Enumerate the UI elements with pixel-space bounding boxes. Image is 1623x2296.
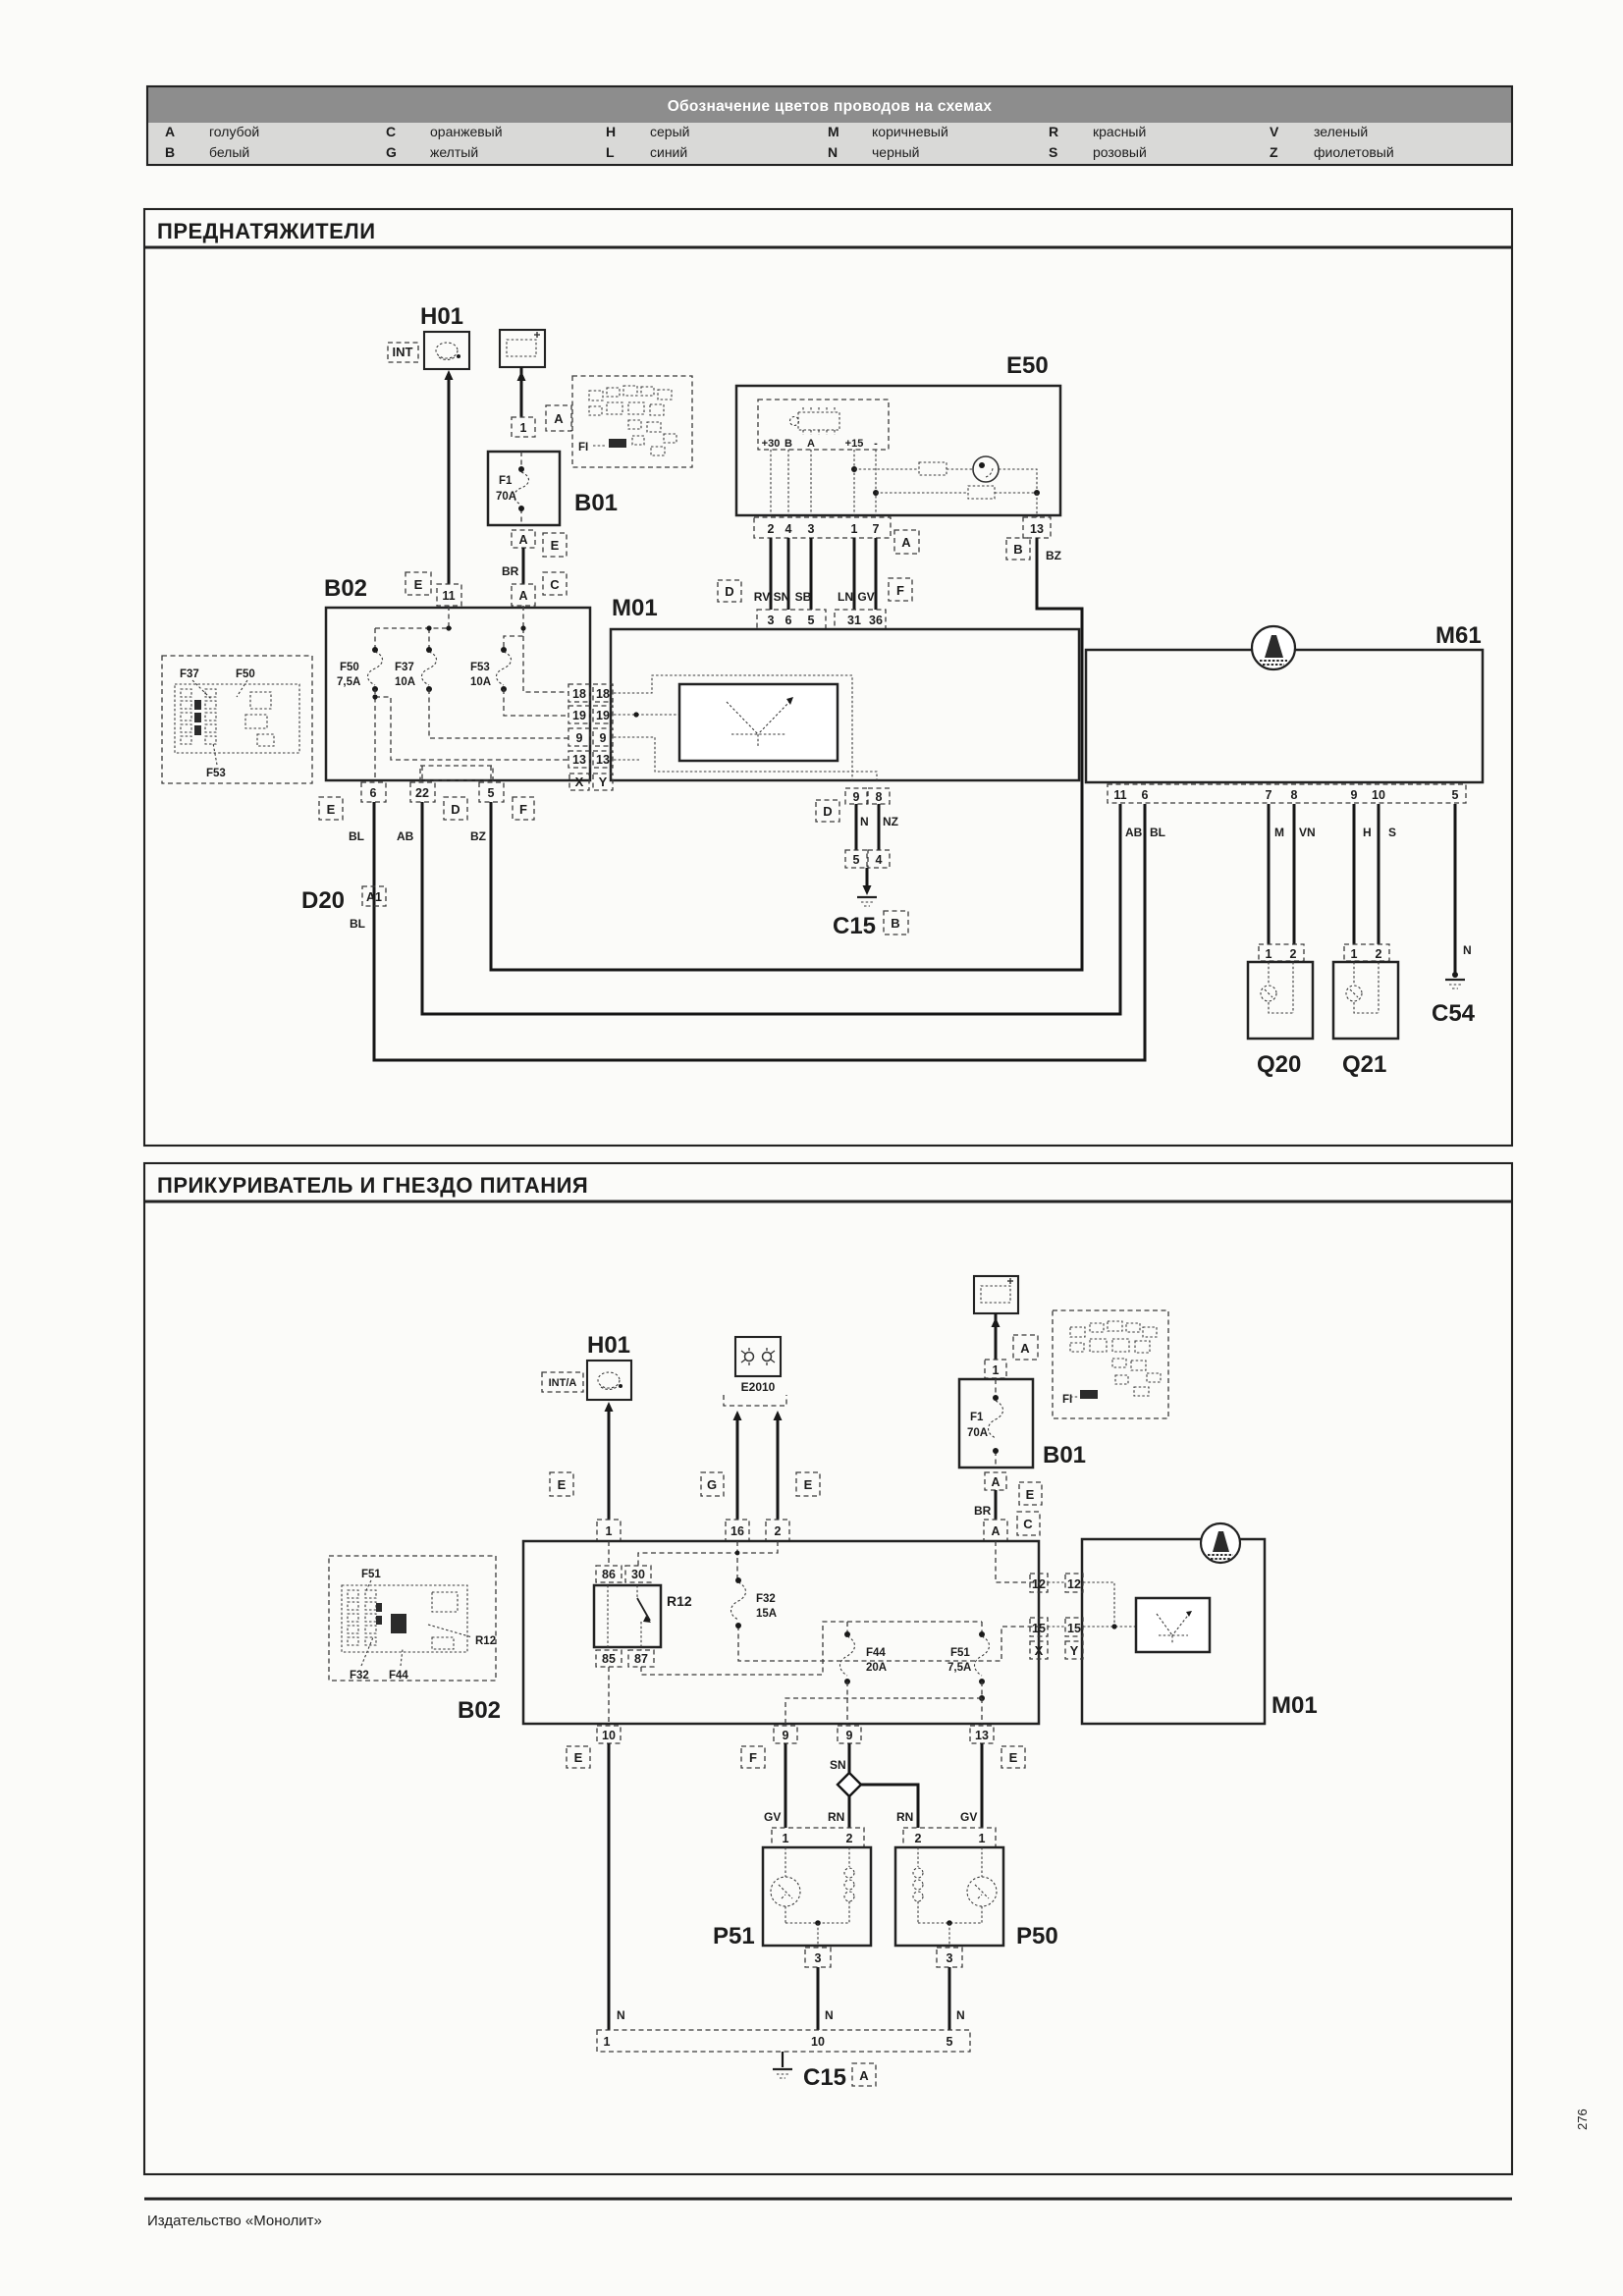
svg-text:12: 12 bbox=[1032, 1577, 1046, 1591]
svg-text:F32: F32 bbox=[756, 1593, 776, 1605]
highlighted-fuse bbox=[609, 439, 626, 448]
f1-label: F1 bbox=[499, 475, 513, 487]
fi-label: FI bbox=[1062, 1394, 1073, 1406]
svg-text:1: 1 bbox=[782, 1832, 789, 1845]
wire-rn-label: RN bbox=[828, 1810, 845, 1824]
b02-label: B02 bbox=[458, 1697, 502, 1724]
b02-component bbox=[319, 572, 590, 843]
wire-rv-label: RV bbox=[753, 590, 771, 604]
svg-text:15: 15 bbox=[1067, 1622, 1081, 1635]
pin-5: 5 bbox=[487, 786, 495, 800]
panel2-title: ПРИКУРИВАТЕЛЬ И ГНЕЗДО ПИТАНИЯ bbox=[157, 1173, 589, 1198]
battery-icon bbox=[507, 332, 540, 356]
b02-component bbox=[458, 1541, 1041, 1772]
battery-component bbox=[500, 330, 571, 437]
fuse-symbol bbox=[989, 1401, 1003, 1438]
pin-2: 2 bbox=[767, 522, 775, 536]
fi-label: FI bbox=[578, 442, 589, 454]
svg-text:F44: F44 bbox=[866, 1647, 886, 1659]
svg-text:87: 87 bbox=[634, 1652, 648, 1666]
highlighted-relay bbox=[391, 1614, 406, 1633]
svg-text:13: 13 bbox=[572, 753, 586, 767]
wire-n-label: N bbox=[860, 815, 869, 828]
pin-1: 1 bbox=[850, 522, 858, 536]
h01-component bbox=[542, 1332, 631, 1541]
p50-component bbox=[895, 1828, 1058, 2030]
wire-sn-label: SN bbox=[830, 1758, 846, 1772]
connector-f-label: F bbox=[519, 802, 527, 817]
svg-text:1: 1 bbox=[978, 1832, 986, 1845]
inset-r12-label: R12 bbox=[475, 1635, 497, 1647]
b02-label: B02 bbox=[324, 575, 368, 602]
svg-text:20A: 20A bbox=[866, 1662, 888, 1674]
wire-ln-label: LN bbox=[838, 590, 853, 604]
m01-label: M01 bbox=[612, 595, 658, 621]
p51-component bbox=[713, 1828, 871, 2030]
legend-code: S bbox=[1049, 144, 1058, 160]
svg-text:18: 18 bbox=[572, 687, 586, 701]
inset-f44-label: F44 bbox=[389, 1670, 408, 1682]
h01-label: H01 bbox=[420, 303, 464, 330]
b01-component bbox=[488, 452, 618, 595]
svg-text:7: 7 bbox=[1265, 788, 1272, 802]
h01-label: H01 bbox=[587, 1332, 631, 1359]
h01-component bbox=[388, 303, 469, 584]
svg-text:10: 10 bbox=[602, 1729, 616, 1742]
svg-text:2: 2 bbox=[1289, 947, 1297, 961]
lighter-socket-diagram bbox=[144, 1163, 1512, 2174]
svg-text:7,5A: 7,5A bbox=[337, 676, 361, 688]
svg-text:8: 8 bbox=[875, 790, 883, 804]
svg-text:2: 2 bbox=[914, 1832, 922, 1845]
e50-pin-30: +30 bbox=[761, 438, 781, 450]
connector-f-label: F bbox=[749, 1750, 757, 1765]
inset-f53-label: F53 bbox=[206, 768, 226, 779]
svg-text:2: 2 bbox=[774, 1524, 782, 1538]
svg-text:2: 2 bbox=[845, 1832, 853, 1845]
svg-text:11: 11 bbox=[1113, 788, 1127, 802]
b01-label: B01 bbox=[1043, 1442, 1087, 1468]
c15-label: C15 bbox=[803, 2064, 847, 2091]
svg-text:19: 19 bbox=[572, 709, 586, 722]
wire-bz-label: BZ bbox=[1046, 549, 1061, 562]
f1-rating: 70A bbox=[967, 1427, 989, 1439]
svg-text:F37: F37 bbox=[395, 662, 414, 673]
svg-text:85: 85 bbox=[602, 1652, 616, 1666]
svg-text:86: 86 bbox=[602, 1568, 616, 1581]
p50-label: P50 bbox=[1016, 1923, 1058, 1949]
connector-g-label: G bbox=[706, 1477, 718, 1492]
airbag-warning-icon bbox=[973, 456, 999, 482]
fuse-f44 bbox=[840, 1631, 888, 1684]
legend-name: черный bbox=[872, 144, 920, 160]
svg-text:10: 10 bbox=[1372, 788, 1385, 802]
e50-label: E50 bbox=[1006, 352, 1049, 379]
lighter-icon bbox=[771, 1847, 854, 1948]
arrow-up-icon bbox=[992, 1317, 1001, 1327]
m01-label: M01 bbox=[1271, 1692, 1318, 1719]
connector-x-label: X bbox=[574, 774, 584, 789]
warning-lamp-icon bbox=[598, 1372, 622, 1390]
legend-code: G bbox=[386, 144, 397, 160]
arrow-up-icon bbox=[517, 371, 526, 381]
legend-code: C bbox=[386, 124, 397, 139]
svg-text:9: 9 bbox=[782, 1729, 789, 1742]
e50-component bbox=[736, 352, 1061, 610]
svg-text:F53: F53 bbox=[470, 662, 490, 673]
wire-bl-label: BL bbox=[1150, 826, 1165, 839]
m61-label: M61 bbox=[1435, 622, 1482, 649]
inta-connector-label: INT/A bbox=[548, 1377, 577, 1389]
legend-title: Обозначение цветов проводов на схемах bbox=[667, 98, 993, 115]
wire-rn-label: RN bbox=[896, 1810, 914, 1824]
inset-f51-label: F51 bbox=[361, 1569, 381, 1580]
connector-e-label: E bbox=[1008, 1750, 1018, 1765]
airbag-logo-icon bbox=[1201, 1523, 1240, 1563]
wire-h-label: H bbox=[1363, 826, 1372, 839]
connector-x-label: X bbox=[1034, 1643, 1044, 1658]
legend-code: N bbox=[828, 144, 839, 160]
svg-text:10: 10 bbox=[811, 2035, 825, 2049]
socket-icon bbox=[913, 1847, 997, 1948]
p51-label: P51 bbox=[713, 1923, 755, 1949]
svg-text:10A: 10A bbox=[470, 676, 492, 688]
arrow-up-icon bbox=[605, 1402, 614, 1412]
wire-bl-label: BL bbox=[350, 917, 365, 931]
m01-component bbox=[568, 578, 1079, 939]
svg-text:30: 30 bbox=[631, 1568, 645, 1581]
wire-m-label: M bbox=[1274, 826, 1284, 839]
e50-pin-b: B bbox=[784, 438, 792, 450]
pin-11: 11 bbox=[442, 589, 456, 603]
e50-pin-15: +15 bbox=[844, 438, 864, 450]
svg-text:16: 16 bbox=[730, 1524, 744, 1538]
int-connector-label: INT bbox=[392, 345, 413, 359]
connector-a-label: A bbox=[859, 2068, 869, 2083]
panel2-border bbox=[144, 1163, 1512, 2174]
ic-icon bbox=[790, 407, 840, 435]
pin-4: 4 bbox=[784, 522, 792, 536]
fuse-f37 bbox=[395, 647, 437, 692]
airbag-logo-icon bbox=[1252, 626, 1295, 669]
c54-ground bbox=[1432, 943, 1476, 1027]
c15-ground bbox=[597, 2008, 970, 2091]
arrow-up-icon bbox=[445, 370, 454, 380]
svg-text:9: 9 bbox=[575, 731, 583, 745]
wire-ab-label: AB bbox=[397, 829, 414, 843]
connector-b-label: B bbox=[1013, 542, 1023, 557]
connector-e-label: E bbox=[550, 538, 560, 553]
wire-color-legend bbox=[147, 86, 1512, 165]
svg-text:9: 9 bbox=[852, 790, 860, 804]
legend-name: серый bbox=[650, 124, 690, 139]
splice-diamond bbox=[838, 1773, 861, 1796]
legend-name: розовый bbox=[1093, 144, 1147, 160]
svg-text:8: 8 bbox=[1290, 788, 1298, 802]
r12-relay bbox=[594, 1566, 692, 1667]
legend-code: R bbox=[1049, 124, 1059, 139]
svg-text:9: 9 bbox=[845, 1729, 853, 1742]
legend-name: фиолетовый bbox=[1314, 144, 1394, 160]
pin-3: 3 bbox=[807, 522, 815, 536]
svg-text:1: 1 bbox=[992, 1363, 1000, 1377]
wire-br-label: BR bbox=[974, 1504, 992, 1518]
svg-text:4: 4 bbox=[875, 853, 883, 867]
wire-s-label: S bbox=[1388, 826, 1397, 839]
legend-name: коричневый bbox=[872, 124, 948, 139]
svg-text:A: A bbox=[991, 1524, 1001, 1538]
wire-bl-label: BL bbox=[349, 829, 364, 843]
wire-sb-label: SB bbox=[794, 590, 812, 604]
m01-component bbox=[1030, 1523, 1318, 1724]
connector-e-label: E bbox=[573, 1750, 583, 1765]
wire-bz-label: BZ bbox=[470, 829, 486, 843]
connector-a-label: A bbox=[554, 411, 564, 426]
wire-ab-label: AB bbox=[1125, 826, 1143, 839]
connector-a-label: A bbox=[1020, 1341, 1030, 1356]
connector-e-label: E bbox=[1025, 1487, 1035, 1502]
connector-b-label: B bbox=[891, 916, 900, 931]
e50-pin-a: A bbox=[807, 438, 815, 450]
connector-d-label: D bbox=[725, 584, 734, 599]
page-number: 276 bbox=[1575, 2109, 1590, 2130]
svg-text:15: 15 bbox=[1032, 1622, 1046, 1635]
legend-code: V bbox=[1270, 124, 1279, 139]
fuse-panel-inset bbox=[162, 656, 312, 783]
wire-br-label: BR bbox=[502, 564, 519, 578]
legend-code: L bbox=[606, 144, 615, 160]
arrow-up-icon bbox=[733, 1411, 742, 1420]
pin-a1: A1 bbox=[366, 890, 382, 904]
connector-c-label: C bbox=[1023, 1517, 1033, 1531]
pin-a: A bbox=[518, 533, 528, 547]
svg-text:9: 9 bbox=[1350, 788, 1358, 802]
svg-text:10A: 10A bbox=[395, 676, 416, 688]
ground-icon bbox=[773, 2069, 792, 2078]
svg-text:1: 1 bbox=[1265, 947, 1272, 961]
wire-gv-label: GV bbox=[960, 1810, 978, 1824]
pin-7: 7 bbox=[872, 522, 880, 536]
wire-n-label: N bbox=[956, 2008, 965, 2022]
pin-6: 6 bbox=[369, 786, 377, 800]
svg-text:3: 3 bbox=[814, 1951, 822, 1965]
c54-label: C54 bbox=[1432, 1000, 1476, 1027]
pin-a: A bbox=[518, 589, 528, 603]
f1-rating: 70A bbox=[496, 491, 517, 503]
legend-name: белый bbox=[209, 144, 250, 160]
svg-text:5: 5 bbox=[946, 2035, 953, 2049]
fuse-panel-inset bbox=[572, 376, 692, 467]
fuse-f53 bbox=[470, 647, 512, 692]
squib-icon bbox=[1261, 962, 1293, 1013]
svg-text:F51: F51 bbox=[950, 1647, 970, 1659]
legend-name: голубой bbox=[209, 124, 260, 139]
wire-nz-label: NZ bbox=[883, 815, 898, 828]
wire-vn-label: VN bbox=[1299, 826, 1316, 839]
arrow-down-icon bbox=[863, 885, 872, 895]
connector-d-label: D bbox=[823, 804, 833, 819]
svg-text:13: 13 bbox=[975, 1729, 989, 1742]
e2010-component bbox=[701, 1337, 820, 1541]
connector-y-label: Y bbox=[1069, 1643, 1079, 1658]
svg-text:13: 13 bbox=[596, 753, 610, 767]
legend-name: синий bbox=[650, 144, 688, 160]
legend-name: красный bbox=[1093, 124, 1147, 139]
highlighted-fuse bbox=[1080, 1390, 1098, 1399]
arrow-up-icon bbox=[774, 1411, 783, 1420]
svg-text:19: 19 bbox=[596, 709, 610, 722]
pretensioners-diagram bbox=[144, 209, 1512, 1146]
svg-text:A: A bbox=[991, 1475, 1001, 1489]
legend-name: зеленый bbox=[1314, 124, 1369, 139]
connector-a-label: A bbox=[901, 535, 911, 550]
lamp-icon bbox=[741, 1348, 775, 1365]
svg-text:5: 5 bbox=[852, 853, 860, 867]
connector-d-label: D bbox=[451, 802, 460, 817]
svg-text:6: 6 bbox=[1141, 788, 1149, 802]
pin-31: 31 bbox=[847, 614, 861, 627]
legend-code: Z bbox=[1270, 144, 1278, 160]
c15-label: C15 bbox=[833, 913, 877, 939]
pin-3: 3 bbox=[767, 614, 775, 627]
svg-text:2: 2 bbox=[1375, 947, 1382, 961]
fuse-f51 bbox=[947, 1631, 990, 1701]
q20-component bbox=[1248, 944, 1313, 1078]
legend-code: A bbox=[165, 124, 176, 139]
inset-f32-label: F32 bbox=[350, 1670, 369, 1682]
wire-gv-label: GV bbox=[764, 1810, 782, 1824]
battery-component bbox=[974, 1276, 1038, 1378]
svg-text:1: 1 bbox=[1350, 947, 1358, 961]
pin-1: 1 bbox=[519, 421, 527, 435]
pin-6: 6 bbox=[784, 614, 792, 627]
svg-text:12: 12 bbox=[1067, 1577, 1081, 1591]
pin-13: 13 bbox=[1030, 522, 1044, 536]
publisher-text: Издательство «Монолит» bbox=[147, 2213, 322, 2229]
wire-gv-label: GV bbox=[857, 590, 875, 604]
battery-icon bbox=[981, 1278, 1013, 1303]
squib-icon bbox=[1346, 962, 1379, 1013]
legend-name: оранжевый bbox=[430, 124, 503, 139]
connector-e-label: E bbox=[413, 577, 423, 592]
svg-text:F50: F50 bbox=[340, 662, 359, 673]
svg-text:3: 3 bbox=[946, 1951, 953, 1965]
q20-label: Q20 bbox=[1257, 1051, 1302, 1078]
svg-text:5: 5 bbox=[1451, 788, 1459, 802]
e50-pin-minus: - bbox=[874, 438, 878, 450]
page-footer bbox=[144, 2109, 1590, 2229]
svg-text:7,5A: 7,5A bbox=[947, 1662, 972, 1674]
connector-f-label: F bbox=[896, 583, 904, 598]
r12-label: R12 bbox=[667, 1593, 692, 1609]
pin-5: 5 bbox=[807, 614, 815, 627]
panel1-title: ПРЕДНАТЯЖИТЕЛИ bbox=[157, 219, 376, 243]
fuse-panel-inset bbox=[1053, 1310, 1168, 1418]
e2010-label: E2010 bbox=[740, 1380, 776, 1394]
wire-n-label: N bbox=[1463, 943, 1472, 957]
warning-lamp-icon bbox=[436, 343, 460, 360]
svg-text:15A: 15A bbox=[756, 1608, 778, 1620]
fuse-panel-inset bbox=[329, 1556, 496, 1682]
inset-f37-label: F37 bbox=[180, 668, 199, 680]
svg-text:9: 9 bbox=[599, 731, 607, 745]
inset-f50-label: F50 bbox=[236, 668, 255, 680]
wire-n-label: N bbox=[825, 2008, 834, 2022]
legend-code: H bbox=[606, 124, 617, 139]
ground-icon bbox=[857, 897, 877, 906]
svg-text:1: 1 bbox=[603, 2035, 611, 2049]
d20-label: D20 bbox=[301, 887, 346, 914]
ground-icon bbox=[1445, 980, 1465, 988]
pin-22: 22 bbox=[415, 786, 429, 800]
svg-text:1: 1 bbox=[605, 1524, 613, 1538]
connector-e-label: E bbox=[326, 802, 336, 817]
legend-code: B bbox=[165, 144, 176, 160]
legend-code: M bbox=[828, 124, 839, 139]
wire-sn-label: SN bbox=[773, 590, 790, 604]
fuse-f32 bbox=[731, 1577, 778, 1629]
legend-name: желтый bbox=[430, 144, 479, 160]
wire-ab-route bbox=[422, 802, 1120, 1014]
q21-component bbox=[1333, 944, 1398, 1078]
svg-text:18: 18 bbox=[596, 687, 610, 701]
connector-c-label: C bbox=[550, 577, 560, 592]
pin-36: 36 bbox=[869, 614, 883, 627]
q21-label: Q21 bbox=[1342, 1051, 1387, 1078]
connector-y-label: Y bbox=[598, 774, 608, 789]
f1-label: F1 bbox=[970, 1412, 984, 1423]
fuse-f50 bbox=[337, 647, 383, 692]
connector-e-label: E bbox=[557, 1477, 567, 1492]
b01-label: B01 bbox=[574, 490, 619, 516]
connector-e-label: E bbox=[803, 1477, 813, 1492]
wire-n-label: N bbox=[617, 2008, 625, 2022]
